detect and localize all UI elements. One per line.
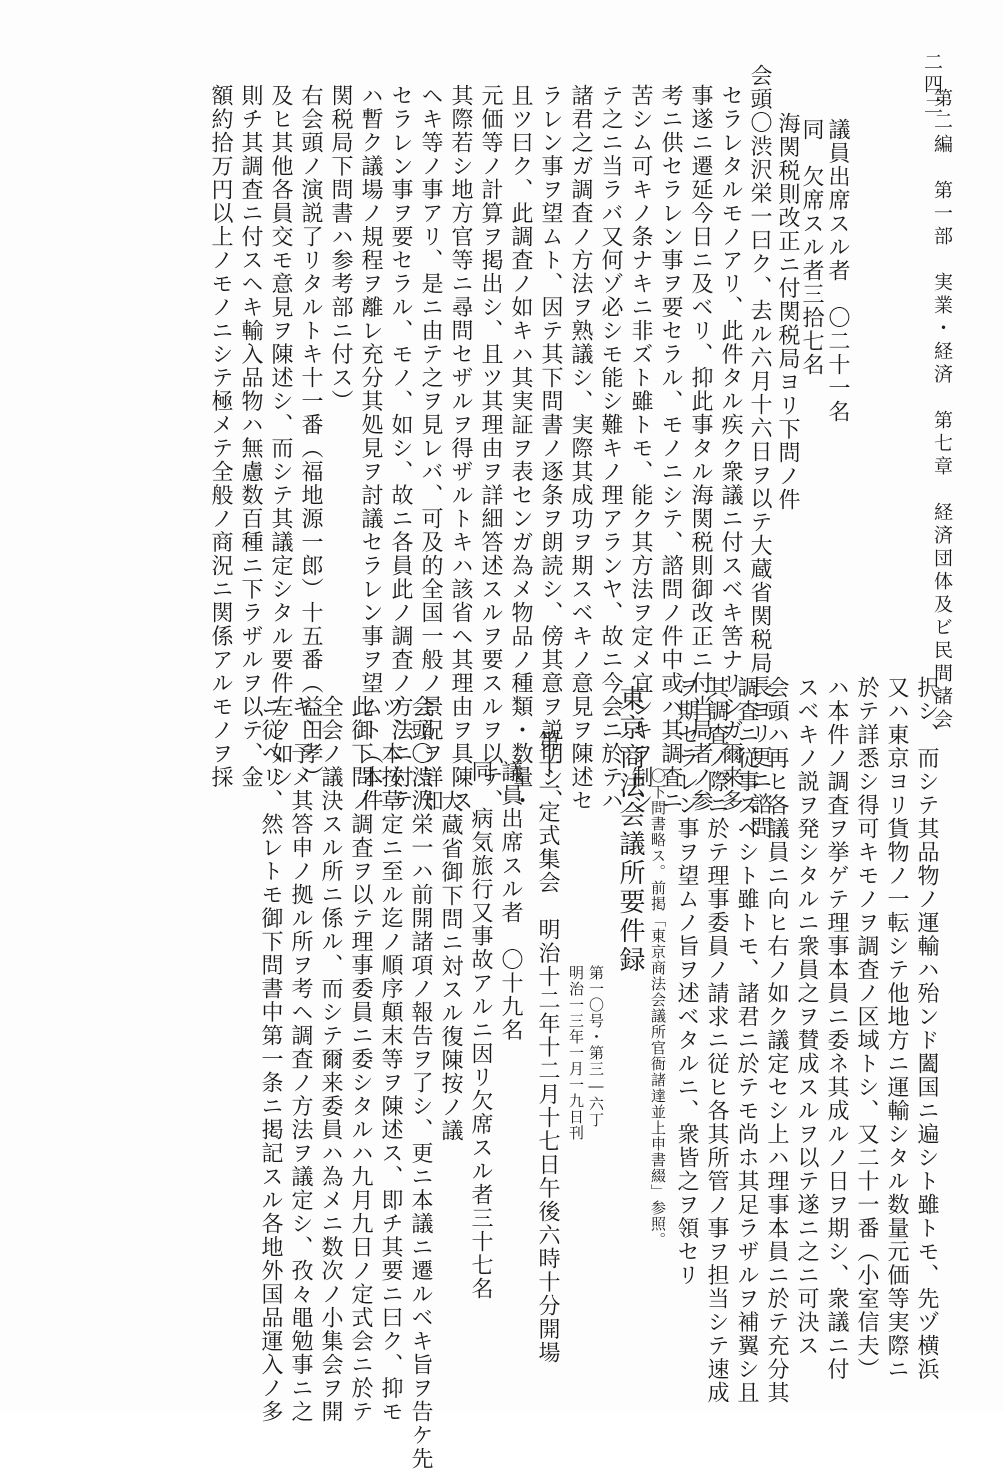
- lower-column: ハ本件ノ調査ヲ挙ゲテ理事本員ニ委ネ其成ルノ日ヲ期シ、衆議ニ付: [824, 676, 849, 1381]
- lower-column: 其調査ノ際ニ於テ理事委員ノ請求ニ従ヒ各其所管ノ事ヲ担当シテ速成: [704, 676, 729, 1405]
- upper-column: ラレン事ヲ望ムト、因テ其下問書ノ逐条ヲ朗読シ、傍其意ヲ説明シ、: [538, 84, 563, 813]
- lower-column: 会頭ハ再ヒ各議員ニ向ヒ右ノ如ク議定セシ上ハ理事本員ニ於テ充分其: [764, 676, 789, 1405]
- agenda-line: 大蔵省御下問ニ対スル復陳按ノ議: [438, 790, 463, 1143]
- upper-column: セラレン事ヲ要セラル、モノ、如シ、故ニ各員此ノ調査ノ方法ニ付テ: [388, 84, 413, 813]
- upper-column: 則チ其調査ニ付スヘキ輸入品物ハ無慮数百種ニ下ラザルヲ以テ、金: [238, 84, 263, 789]
- body-column: キ、予メ其答申ノ拠ル所ヲ考ヘ調査ノ方法ヲ議定シ、孜々黽勉事ニ之: [288, 695, 313, 1424]
- upper-column: 諸君之ガ調査ノ方法ヲ熟議シ、実際其成功ヲ期スベキノ意見ヲ陳述セ: [568, 84, 593, 813]
- upper-column: 同 欠席スル者三拾七名: [799, 118, 824, 377]
- upper-column: 其際若シ地方官等ニ尋問セザルヲ得ザルトキハ該省ヘ其理由ヲ具陳ス: [448, 84, 473, 813]
- absence-line: 同 病気旅行又事故アルニ因リ欠席スル者三十七名: [468, 760, 493, 1301]
- page-number: 二四二: [921, 52, 943, 118]
- upper-column: 元価等ノ計算ヲ掲出シ、且ツ其理由ヲ詳細答述スルヲ要スルヲ以テ、: [478, 84, 503, 813]
- upper-column: 関税局下問書ハ参考部ニ付ス）: [328, 84, 353, 413]
- upper-column: 及ヒ其他各員交モ意見ヲ陳述シ、而シテ其議定シタル要件左ノ如シ: [268, 84, 293, 789]
- lower-column: 又ハ東京ヨリ貨物ノ一転シテ他地方ニ運輸シタル数量元価等実際ニ: [884, 676, 909, 1381]
- body-column: ニ従ヘリ、然レトモ御下問書中第一条ニ掲記スル各地外国品運入ノ多: [258, 695, 283, 1424]
- lower-column: 択シ、而シテ其品物ノ運輸ハ殆ンド闔国ニ遍シト雖トモ、先ヅ横浜: [914, 676, 939, 1381]
- body-column: ツ、本按草定ニ至ル迄ノ順序顛末等ヲ陳述ス、即チ其要ニ曰ク、抑モ: [378, 695, 403, 1424]
- running-head: 第二編 第一部 実業・経済 第七章 経済団体及ビ民間諸会: [931, 88, 953, 732]
- upper-column: 考ニ供セラレン事ヲ要セラル、モノニシテ、諮問ノ件中或ハ其調査ニ: [658, 84, 683, 813]
- upper-column: 事遂ニ遷延今日ニ及ベリ、抑此事タル海関税則御改正ニ付当局者ノ参: [688, 84, 713, 813]
- body-column: 全会ノ議決スル所ニ係ル、而シテ爾来委員ハ為メニ数次ノ小集会ヲ開: [318, 695, 343, 1424]
- upper-column: 額約拾万円以上ノモノニシテ極メテ全般ノ商況ニ関係アルモノヲ採: [208, 84, 233, 789]
- lower-column: 調査ニ従事スベシト雖トモ、諸君ニ於テモ尚ホ其足ラザルヲ補翼シ且: [734, 676, 759, 1405]
- source-line: 第一〇号・第三―六丁: [587, 965, 605, 1128]
- lower-column: ヲ期セラレン事ヲ望ムノ旨ヲ述ベタルニ、衆皆之ヲ領セリ: [674, 676, 699, 1287]
- lower-column: スベキノ説ヲ発シタルニ衆員之ヲ賛成スルヲ以テ遂ニ之ニ可決ス: [794, 676, 819, 1358]
- upper-column: 会頭〇渋沢栄一曰ク、去ル六月十六日ヲ以テ大蔵省関税局長ヨリ更ニ諮問: [747, 64, 772, 840]
- upper-column: テ之ニ当ラバ又何ゾ必シモ能シ難キノ理アランヤ、故ニ今会ニ於テハ: [598, 84, 623, 813]
- upper-column: ハ暫ク議場ノ規程ヲ離レ充分其処見ヲ討議セラレン事ヲ望ムト（本件: [358, 84, 383, 813]
- upper-column: ヘキ等ノ事アリ、是ニ由テ之ヲ見レバ、可及的全国一般ノ景況ヲ詳知: [418, 84, 443, 813]
- attendance-line: 議員出席スル者 〇十九名: [498, 760, 523, 1042]
- upper-column: 議員出席スル者 〇二十一名: [825, 118, 850, 424]
- upper-column: 且ツ曰ク、此調査ノ如キハ其実証ヲ表センガ為メ物品ノ種類・数量・: [508, 84, 533, 813]
- source-line: 明治一三年一月一九日刊: [567, 965, 585, 1141]
- upper-column: 海関税則改正ニ付関税局ヨリ下問ノ件: [775, 112, 800, 512]
- lower-column: 於テ詳悉シ得可キモノヲ調査ノ区域トシ、又二十一番（小室信夫）: [854, 676, 879, 1381]
- lower-note: 〇下問書略ス。前掲「東京商法会議所官衙諸達並上申書綴」参照。: [649, 768, 667, 1248]
- body-column: 会頭〇渋沢栄一ハ前開諸項ノ報告ヲ了シ、更ニ本議ニ遷ルベキ旨ヲ告ケ先: [408, 695, 433, 1471]
- section-title: 東京商法会議所要件録: [615, 685, 645, 975]
- body-column: 此御下問ノ調査ヲ以テ理事委員ニ委シタルハ九月九日ノ定式会ニ於テ: [348, 695, 373, 1424]
- upper-column: セラレタルモノアリ、此件タル疾ク衆議ニ付スベキ筈ナリシガ爾来多: [718, 84, 743, 813]
- meeting-heading: 第十一定式集会 明治十二年十二月十七日午後六時十分開場: [535, 730, 560, 1365]
- upper-column: 苦シム可キノ条ナキニ非ズト雖トモ、能ク其方法ヲ定メ宜シキヲ制シ: [628, 84, 653, 813]
- upper-column: 右会頭ノ演説了リタルトキ十一番（福地源一郎）十五番（益田孝）: [298, 84, 323, 789]
